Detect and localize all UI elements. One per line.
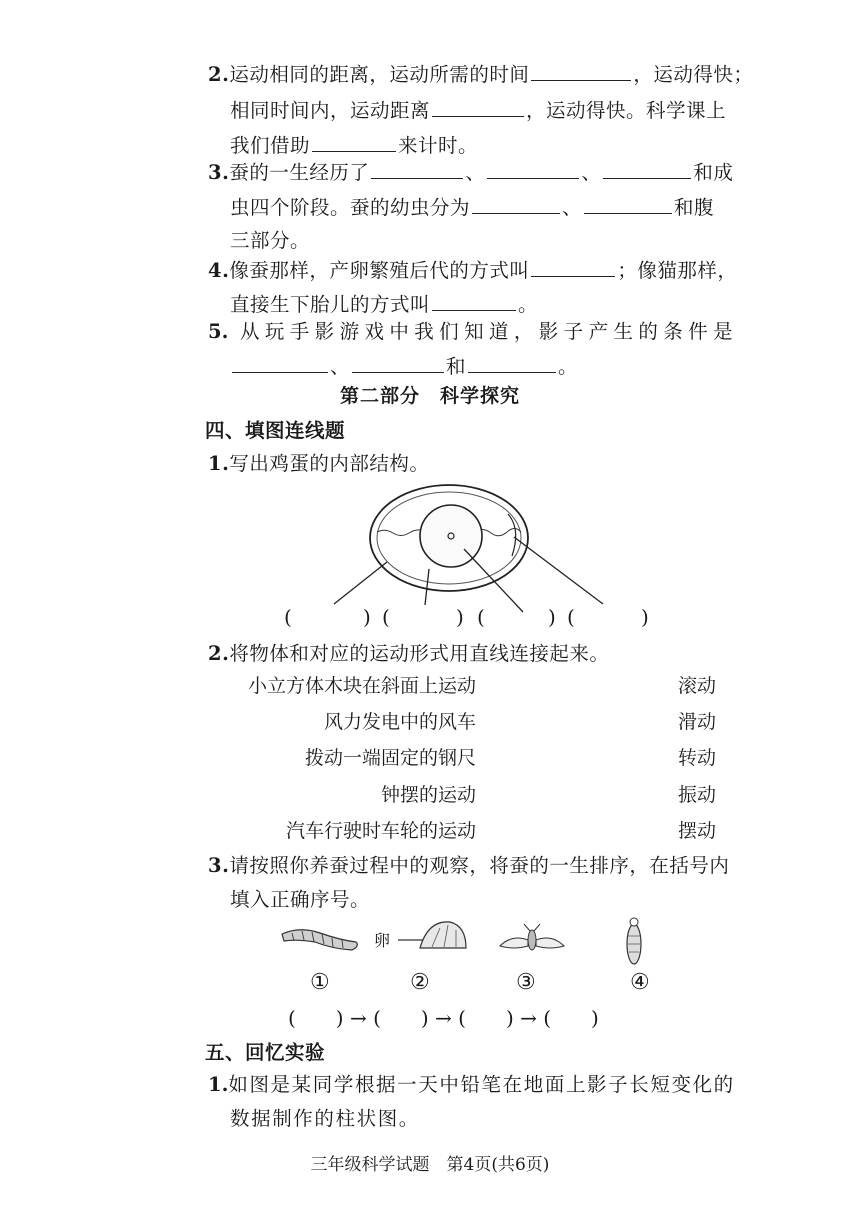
egg-label: 卵 [374,931,391,950]
answer-paren-open: ( [567,605,575,629]
s4-q2-prompt: 2.将物体和对应的运动形式用直线连接起来。 [208,642,610,665]
silkworm-larva-image [282,930,357,950]
match-left-item[interactable]: 钟摆的运动 [380,784,476,806]
q2-number: 2. [208,63,230,86]
match-right-item[interactable]: 振动 [678,784,717,806]
s5-q1-line1: 1.如图是某同学根据一天中铅笔在地面上影子长短变化的 [208,1073,735,1096]
answer-paren-close: ) [641,605,649,629]
q2-line3: 我们借助 来计时。 [230,131,478,160]
match-right-item[interactable]: 摆动 [678,820,717,842]
s5-q1-line2: 数据制作的柱状图。 [230,1107,420,1130]
marker-4: ④ [630,970,650,995]
q3-line1: 3.蚕的一生经历了 、 、 和成 [208,158,733,187]
match-left-item[interactable]: 拨动一端固定的钢尺 [304,747,476,769]
answer-paren-open: ( [382,605,390,629]
silkworm-eggs-image [398,922,466,948]
marker-2: ② [410,970,430,995]
q2-line1: 2.运动相同的距离，运动所需的时间 ，运动得快； [208,60,753,89]
marker-3: ③ [516,970,536,995]
page-footer: 三年级科学试题 第4页(共6页) [310,1155,550,1175]
s4-q3-line2: 填入正确序号。 [230,888,371,911]
order-answer-line[interactable]: ( ) → ( ) → ( ) → ( ) [288,1006,599,1030]
part-title: 第二部分 科学探究 [339,385,520,407]
silkworm-pupa-image [627,918,641,964]
silkworm-moth-image [500,924,564,950]
s4-q1-prompt: 1.写出鸡蛋的内部结构。 [208,452,430,475]
q4-line2: 直接生下胎儿的方式叫 。 [230,290,538,319]
q4-line1: 4.像蚕那样，产卵繁殖后代的方式叫 ；像猫那样， [208,256,737,285]
section-title-4: 四、填图连线题 [205,419,346,442]
q3-line2: 虫四个阶段。蚕的幼虫分为 、 和腹 [230,193,714,222]
marker-1: ① [310,970,330,995]
answer-paren-close: ) [548,605,556,629]
answer-paren-open: ( [477,605,485,629]
answer-paren-close: ) [456,605,464,629]
q2-line2: 相同时间内，运动距离 ，运动得快。科学课上 [230,96,726,125]
q3-line3: 三部分。 [230,229,311,252]
answer-paren-close: ) [363,605,371,629]
s4-q3-line1: 3.请按照你养蚕过程中的观察，将蚕的一生排序，在括号内 [208,854,730,877]
match-left-item[interactable]: 风力发电中的风车 [323,711,476,733]
section-title-5: 五、回忆实验 [205,1041,326,1064]
match-left-item[interactable]: 汽车行驶时车轮的运动 [285,820,476,842]
match-right-item[interactable]: 转动 [678,747,717,769]
q5-line1: 5. 从玩手影游戏中我们知道，影子产生的条件是 [208,320,738,343]
answer-paren-open: ( [284,605,292,629]
match-right-item[interactable]: 滑动 [678,711,717,733]
q5-line2: 、 和 。 [230,352,578,381]
match-right-item[interactable]: 滚动 [678,675,717,697]
match-left-item[interactable]: 小立方体木块在斜面上运动 [247,675,476,697]
